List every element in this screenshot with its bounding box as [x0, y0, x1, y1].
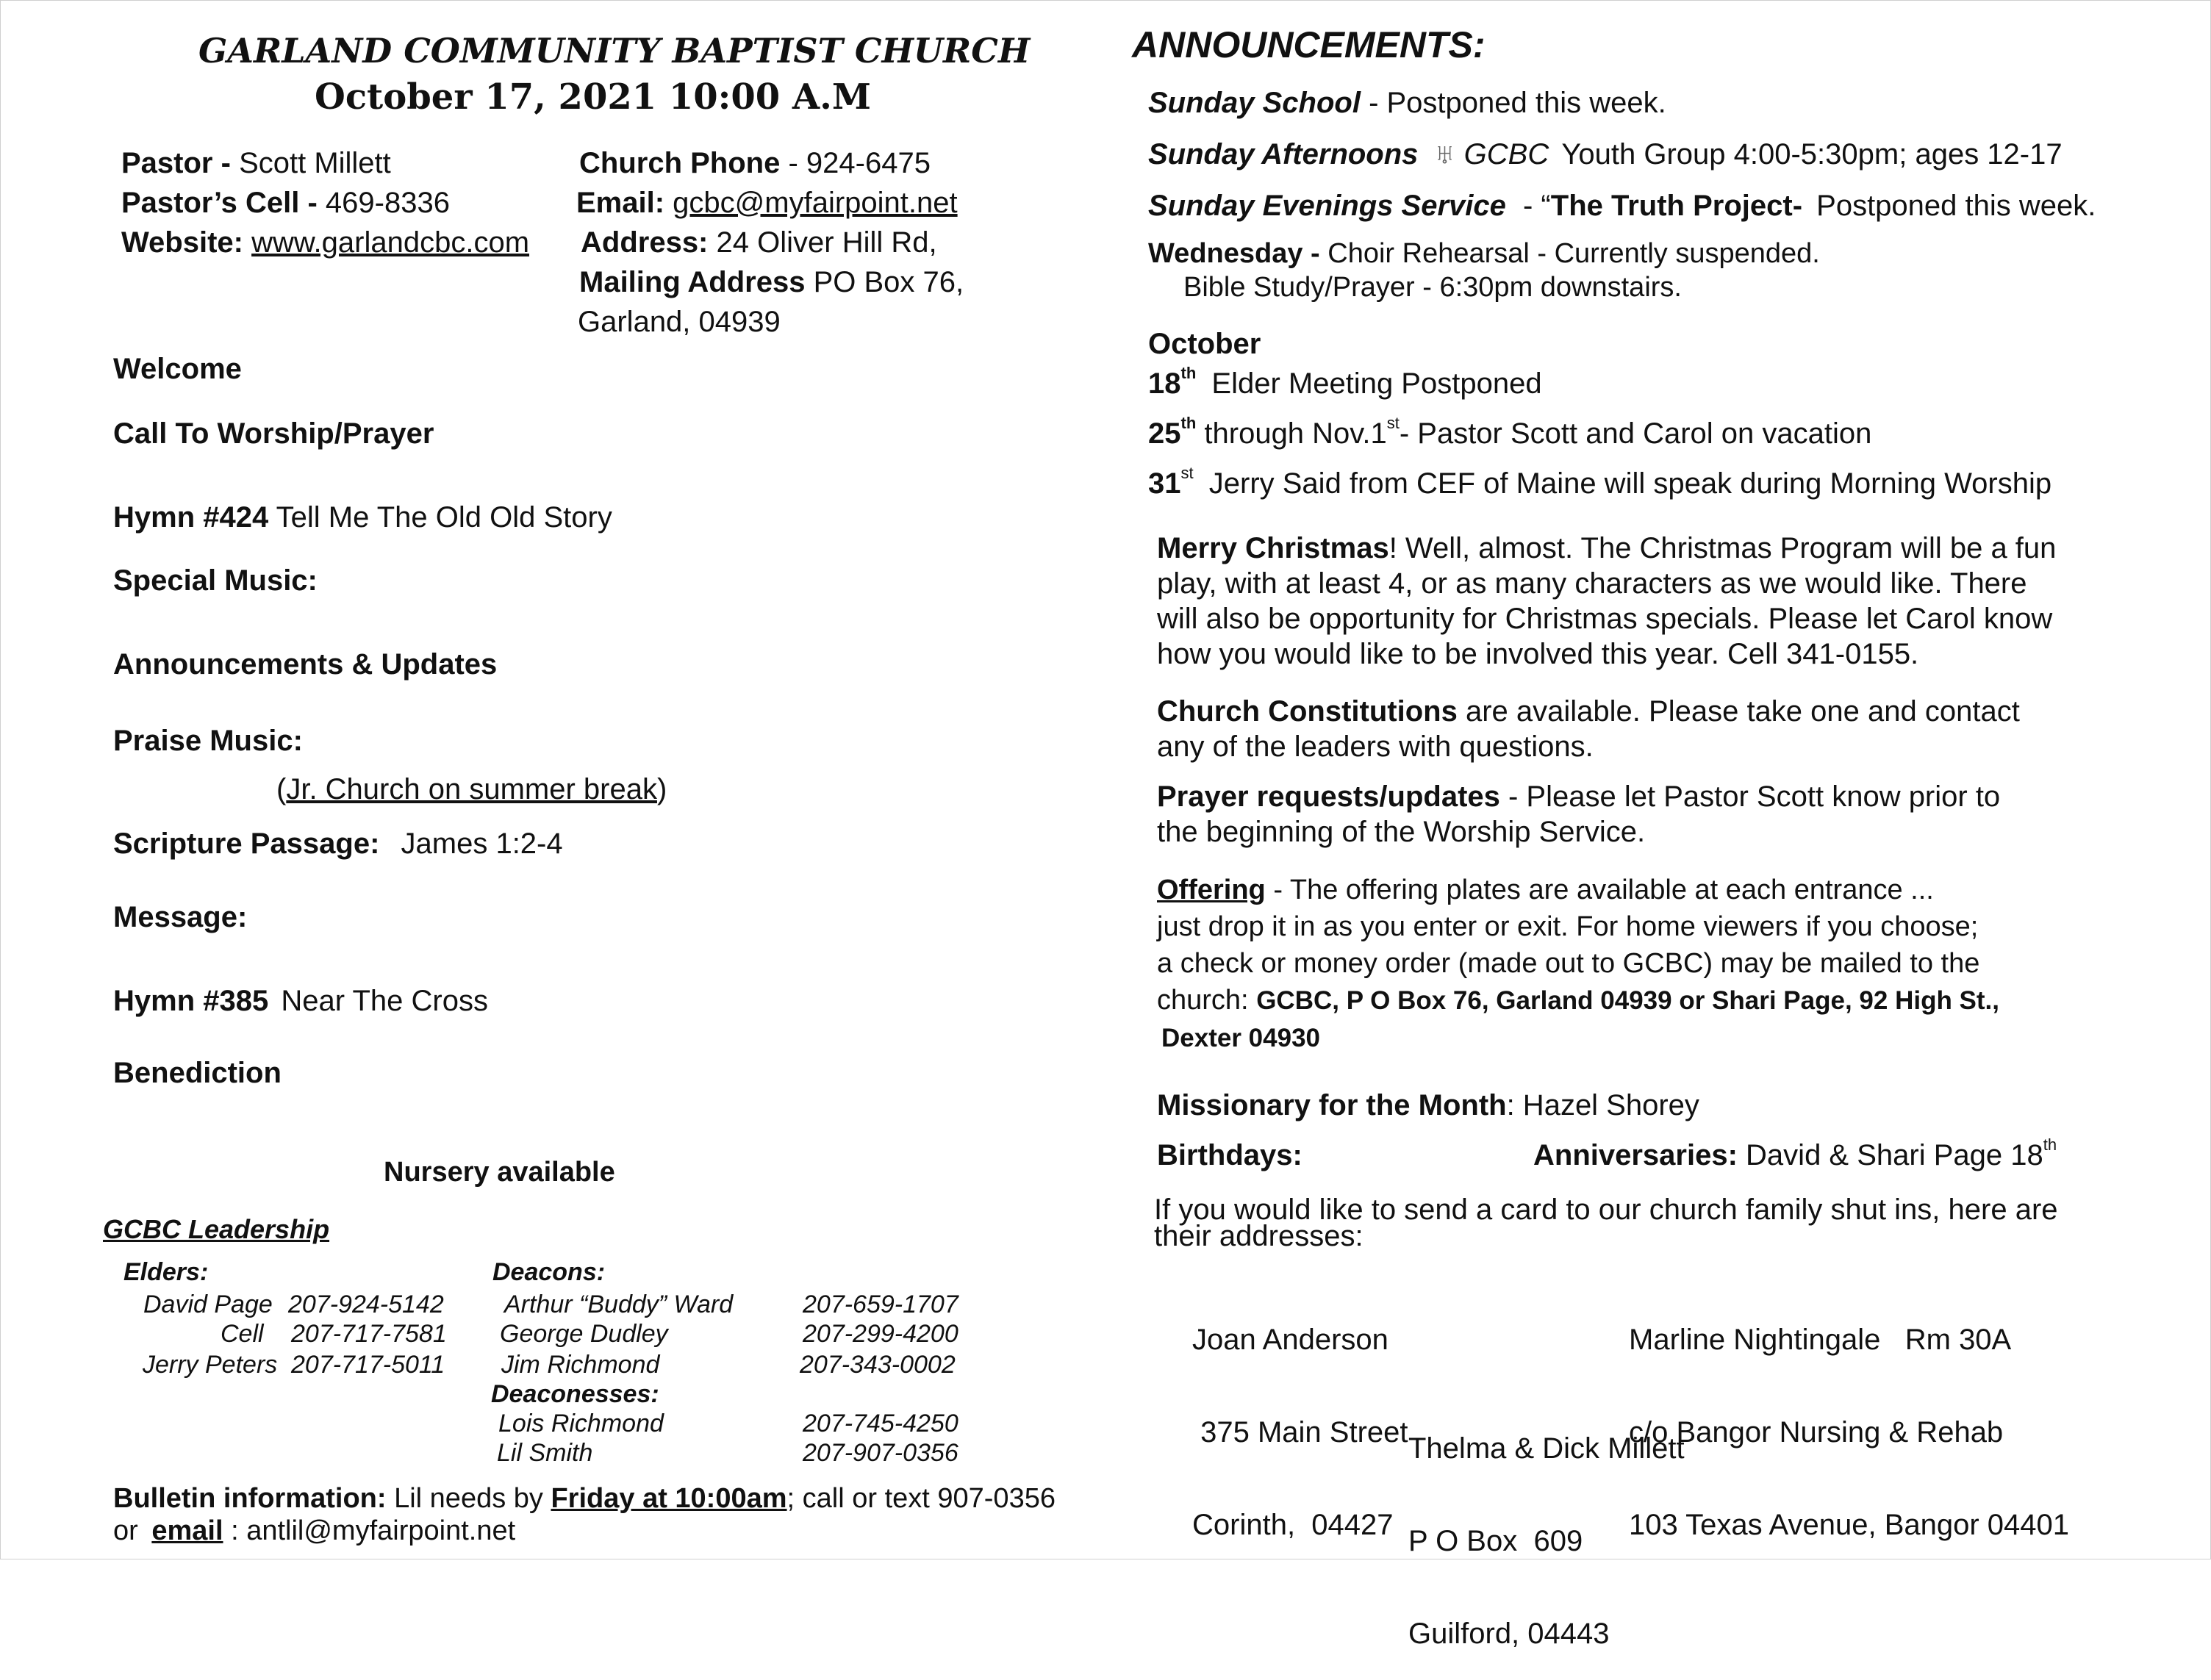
- hymn-2: [113, 985, 488, 1018]
- christmas-line: will also be opportunity for Christmas specials. Please let Carol know: [1157, 603, 2053, 635]
- mailing-address-label: Mailing Address: [579, 266, 806, 298]
- hymn-1-title: Tell Me The Old Old Story: [276, 501, 612, 534]
- deaconess-name: Lil Smith: [497, 1439, 593, 1467]
- offering-line: - The offering plates are available at each entrance ...: [1273, 875, 1934, 905]
- evenings-dash: - “: [1523, 190, 1551, 222]
- offering-label: Offering: [1157, 875, 1266, 905]
- nov-1-suffix: st: [1386, 414, 1400, 433]
- shut-ins-intro-line: If you would like to send a card to our church family shut ins, here are: [1154, 1193, 2058, 1226]
- vacation-text: - Pastor Scott and Carol on vacation: [1399, 417, 1872, 450]
- oct-18-text: Elder Meeting Postponed: [1211, 367, 1542, 400]
- address-line: c/o Bangor Nursing & Rehab: [1629, 1416, 2004, 1449]
- pastor-cell-label: Pastor’s Cell -: [121, 187, 318, 219]
- prayer-line: the beginning of the Worship Service.: [1157, 816, 1646, 848]
- address-line: Guilford, 04443: [1408, 1618, 1610, 1650]
- shut-ins-intro: [1154, 1193, 2058, 1252]
- constitutions-line: are available. Please take one and contact: [1465, 695, 2020, 728]
- address-line: 103 Texas Avenue, Bangor 04401: [1629, 1509, 2070, 1541]
- email-label: Email:: [576, 187, 665, 219]
- deaconess-name: Lois Richmond: [498, 1410, 664, 1437]
- mailing-address-line: [579, 266, 964, 299]
- church-phone-label: Church Phone: [579, 147, 781, 179]
- deaconess-phone: 207-907-0356: [803, 1439, 958, 1467]
- deacon-name: Jim Richmond: [501, 1351, 660, 1379]
- anniversaries-value: David & Shari Page 18: [1746, 1139, 2043, 1171]
- address-line: 375 Main Street: [1192, 1416, 1408, 1449]
- bulletin-info-line: [113, 1483, 1056, 1515]
- sunday-school: [1148, 87, 1666, 120]
- christmas-line: play, with at least 4, or as many characters as we would like. There: [1157, 567, 2027, 600]
- special-music: Special Music:: [113, 564, 318, 597]
- elder-phone: 207-924-5142: [288, 1290, 444, 1318]
- deacons-label: Deacons:: [492, 1258, 606, 1286]
- deacon-name: Arthur “Buddy” Ward: [504, 1290, 734, 1318]
- oct-18-day: 18: [1148, 367, 1181, 400]
- benediction: Benediction: [113, 1057, 282, 1089]
- bulletin-email[interactable]: : antlil@myfairpoint.net: [231, 1515, 516, 1546]
- pastor-cell-line: [121, 187, 450, 220]
- address-line: Thelma & Dick Millett: [1408, 1432, 1685, 1465]
- hymn-2-number: Hymn #385: [113, 985, 269, 1017]
- praise-music: Praise Music:: [113, 725, 303, 757]
- elder-name: Cell: [221, 1320, 264, 1348]
- church-phone-value: - 924-6475: [788, 147, 931, 179]
- address-block: [1629, 1263, 2069, 1571]
- sunday-school-text: - Postponed this week.: [1369, 87, 1666, 119]
- birthdays-label: Birthdays:: [1157, 1139, 1302, 1171]
- pastor-name: Scott Millett: [239, 147, 391, 179]
- sunday-school-label: Sunday School: [1148, 87, 1361, 119]
- email-line: [576, 187, 958, 220]
- bulletin-label: Bulletin information:: [113, 1483, 387, 1514]
- address-label: Address:: [581, 226, 709, 259]
- jr-church-note: [276, 773, 667, 806]
- jr-church-text: Jr. Church on summer break: [286, 773, 657, 805]
- deaconesses-label: Deaconesses:: [491, 1380, 659, 1408]
- missionary-value: : Hazel Shorey: [1506, 1089, 1699, 1121]
- leadership-heading: GCBC Leadership: [103, 1214, 330, 1244]
- gcbc-tag: GCBC: [1463, 138, 1549, 170]
- address-line: Marline Nightingale Rm 30A: [1629, 1324, 2012, 1356]
- missionary-label: Missionary for the Month: [1157, 1089, 1507, 1121]
- bulletin-or: or: [113, 1515, 138, 1546]
- bulletin-email-word: email: [151, 1515, 223, 1546]
- oct-25-text: through Nov.1: [1204, 417, 1387, 450]
- truth-project-title: The Truth Project-: [1550, 190, 1803, 222]
- prayer-line: - Please let Pastor Scott know prior to: [1508, 780, 2001, 813]
- jr-church-paren-open: (: [276, 773, 287, 805]
- address-value: 24 Oliver Hill Rd,: [716, 226, 937, 259]
- bulletin-deadline: Friday at 10:00am: [551, 1483, 787, 1514]
- sunday-evenings: [1148, 190, 2096, 223]
- prayer-paragraph: [1157, 779, 2000, 850]
- offering-mail-address: GCBC, P O Box 76, Garland 04939 or Shari Page, 92 High St.,: [1256, 986, 2000, 1015]
- oct-25-day: 25: [1148, 417, 1181, 450]
- elder-row: [221, 1320, 264, 1349]
- pastor-label: Pastor -: [121, 147, 231, 179]
- oct-25-suffix: th: [1180, 414, 1197, 433]
- oct-25-event: [1148, 414, 1872, 450]
- christmas-label: Merry Christmas: [1157, 532, 1389, 564]
- address-line: [581, 226, 937, 259]
- website-link[interactable]: www.garlandcbc.com: [251, 226, 530, 259]
- youth-group-text: Youth Group 4:00-5:30pm; ages 12-17: [1561, 138, 2063, 170]
- deacon-name: George Dudley: [500, 1320, 668, 1348]
- wednesday-text: Choir Rehearsal - Currently suspended.: [1327, 238, 1820, 269]
- elder-name: David Page: [143, 1290, 273, 1318]
- anniversaries-line: [1533, 1135, 2057, 1172]
- bulletin-email-line: [113, 1515, 515, 1547]
- address-line: Corinth, 04427: [1192, 1509, 1394, 1541]
- wednesday-line: [1148, 238, 1820, 270]
- constitutions-paragraph: [1157, 694, 2020, 764]
- anniversaries-label: Anniversaries:: [1533, 1139, 1738, 1171]
- offering-line: just drop it in as you enter or exit. For home viewers if you choose;: [1157, 911, 1979, 942]
- deacon-phone: 207-659-1707: [803, 1290, 958, 1318]
- address-line: P O Box 609: [1408, 1525, 1583, 1557]
- anniversaries-suffix: th: [2043, 1135, 2057, 1155]
- website-line: [121, 226, 529, 259]
- elder-phone: 207-717-5011: [291, 1351, 445, 1379]
- oct-18-event: [1148, 364, 1542, 401]
- oct-31-event: [1148, 464, 2052, 500]
- scripture-value: James 1:2-4: [401, 828, 563, 860]
- christmas-line: ! Well, almost. The Christmas Program will be a fun: [1388, 532, 2057, 564]
- offering-mail-address: Dexter 04930: [1161, 1024, 1320, 1052]
- bulletin-contact: ; call or text 907-0356: [786, 1483, 1056, 1514]
- youth-symbol-icon: ♅: [1433, 138, 1456, 170]
- sunday-afternoons: [1148, 138, 2063, 171]
- shut-ins-intro-line: their addresses:: [1154, 1220, 1363, 1252]
- missionary-line: [1157, 1089, 1699, 1122]
- christmas-line: how you would like to be involved this year. Cell 341-0155.: [1157, 638, 1919, 670]
- oct-18-suffix: th: [1180, 364, 1197, 383]
- oct-31-suffix: st: [1180, 464, 1194, 483]
- oct-31-day: 31: [1148, 467, 1181, 500]
- announcements-heading: ANNOUNCEMENTS:: [1132, 24, 1486, 65]
- address-block: [1408, 1371, 1685, 1680]
- oct-31-text: Jerry Said from CEF of Maine will speak during Morning Worship: [1208, 467, 2052, 500]
- elder-phone: 207-717-7581: [291, 1320, 447, 1348]
- pastor-cell-value: 469-8336: [325, 187, 450, 219]
- october-heading: October: [1148, 328, 1261, 360]
- hymn-1-number: Hymn #424: [113, 501, 269, 534]
- bible-study: Bible Study/Prayer - 6:30pm downstairs.: [1183, 272, 1682, 303]
- mailing-city: Garland, 04939: [578, 306, 781, 338]
- elder-row: [143, 1351, 277, 1379]
- announcements-updates: Announcements & Updates: [113, 648, 498, 681]
- elder-row: [143, 1290, 273, 1319]
- church-name: GARLAND COMMUNITY BAPTIST CHURCH: [198, 31, 1031, 71]
- scripture-label: Scripture Passage:: [113, 828, 380, 860]
- sunday-evenings-label: Sunday Evenings Service: [1148, 190, 1506, 222]
- bulletin-text: Lil needs by: [394, 1483, 543, 1514]
- service-date: October 17, 2021 10:00 A.M: [315, 76, 871, 118]
- address-line: Joan Anderson: [1192, 1324, 1388, 1356]
- deaconess-phone: 207-745-4250: [803, 1410, 958, 1437]
- christmas-paragraph: [1157, 531, 2056, 672]
- scripture-passage: [113, 828, 563, 861]
- offering-paragraph: [1157, 872, 1999, 1057]
- deacon-phone: 207-343-0002: [800, 1351, 956, 1379]
- hymn-1: [113, 501, 612, 534]
- constitutions-label: Church Constitutions: [1157, 695, 1458, 728]
- elders-label: Elders:: [123, 1258, 209, 1286]
- offering-line: a check or money order (made out to GCBC) may be mailed to the: [1157, 948, 1980, 979]
- welcome: Welcome: [113, 353, 242, 385]
- prayer-label: Prayer requests/updates: [1157, 780, 1500, 813]
- evenings-text: Postponed this week.: [1816, 190, 2096, 222]
- call-to-worship: Call To Worship/Prayer: [113, 417, 434, 450]
- hymn-2-title: Near The Cross: [281, 985, 488, 1017]
- deacon-phone: 207-299-4200: [803, 1320, 958, 1348]
- elder-name: Jerry Peters: [143, 1351, 278, 1379]
- mailing-address-value: PO Box 76,: [813, 266, 964, 298]
- address-block: [1192, 1263, 1408, 1571]
- nursery-available: Nursery available: [384, 1157, 615, 1188]
- constitutions-line: any of the leaders with questions.: [1157, 730, 1594, 763]
- jr-church-paren-close: ): [656, 773, 667, 805]
- wednesday-label: Wednesday -: [1148, 238, 1320, 269]
- offering-line: church:: [1157, 985, 1249, 1016]
- website-label: Website:: [121, 226, 243, 259]
- email-link[interactable]: gcbc@myfairpoint.net: [673, 187, 958, 219]
- message: Message:: [113, 901, 248, 933]
- church-phone-line: [579, 147, 931, 180]
- sunday-afternoons-label: Sunday Afternoons: [1148, 138, 1419, 170]
- pastor-line: [121, 147, 391, 180]
